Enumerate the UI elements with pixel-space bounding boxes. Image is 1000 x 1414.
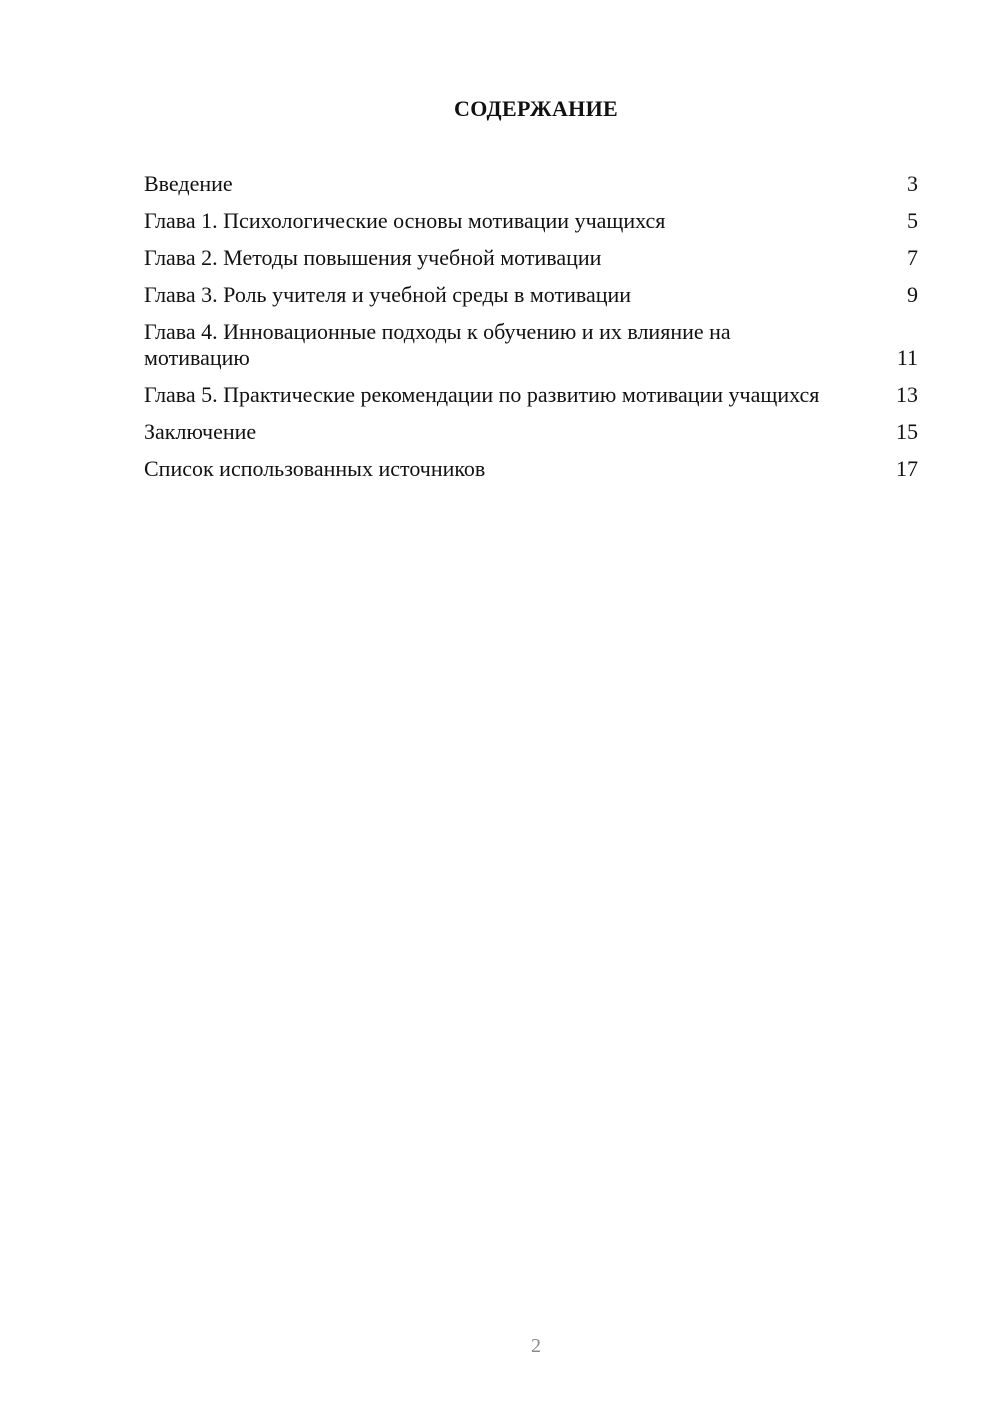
toc-entry-label: Введение xyxy=(144,171,233,196)
toc-entry xyxy=(144,382,918,408)
toc-entry-label: Глава 3. Роль учителя и учебной среды в мотивации xyxy=(144,282,632,307)
toc-entry-page: 5 xyxy=(907,208,918,233)
toc-entry xyxy=(144,456,918,482)
toc-entry-label: Глава 2. Методы повышения учебной мотивации xyxy=(144,245,602,270)
toc-entry xyxy=(144,245,918,271)
toc-entry-label: Глава 4. Инновационные подходы к обучению и их влияние на мотивацию xyxy=(144,319,731,370)
toc-entry-page: 7 xyxy=(907,245,918,270)
toc-entry-page: 11 xyxy=(896,345,918,370)
toc-entry-label: Заключение xyxy=(144,419,257,444)
page-number: 2 xyxy=(531,1335,541,1357)
toc-entry xyxy=(144,419,918,445)
toc-entry xyxy=(144,282,918,308)
page-title: СОДЕРЖАНИЕ xyxy=(454,96,618,121)
toc-entry-label: Список использованных источников xyxy=(144,456,486,481)
toc-entry xyxy=(144,171,918,197)
table-of-contents xyxy=(144,171,918,493)
toc-entry-label: Глава 1. Психологические основы мотивации учащихся xyxy=(144,208,666,233)
toc-entry-page: 13 xyxy=(896,382,918,407)
toc-entry-page: 17 xyxy=(896,456,918,481)
toc-entry-page: 3 xyxy=(907,171,918,196)
toc-entry-page: 9 xyxy=(907,282,918,307)
toc-entry-page: 15 xyxy=(896,419,918,444)
toc-entry-label: Глава 5. Практические рекомендации по развитию мотивации учащихся xyxy=(144,382,820,407)
toc-entry xyxy=(144,319,918,371)
toc-entry xyxy=(144,208,918,234)
